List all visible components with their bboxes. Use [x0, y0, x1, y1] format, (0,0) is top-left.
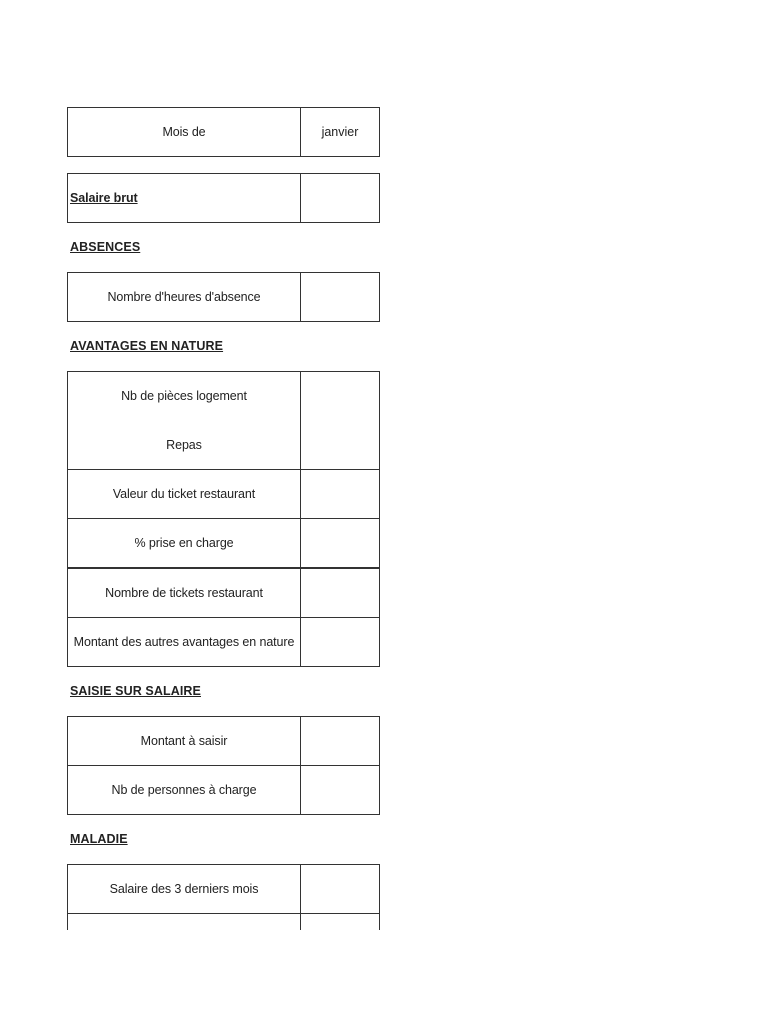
last-3-months-salary-label: Salaire des 3 derniers mois	[68, 865, 301, 913]
seizure-amount-value-cell[interactable]	[301, 717, 379, 765]
other-benefits-label: Montant des autres avantages en nature	[68, 618, 301, 666]
ticket-count-row	[67, 568, 380, 618]
absence-hours-value-cell[interactable]	[301, 273, 379, 321]
other-benefits-value-cell[interactable]	[301, 618, 379, 666]
month-value-cell[interactable]: janvier	[321, 125, 359, 139]
ticket-value-label: Valeur du ticket restaurant	[68, 470, 301, 518]
housing-rooms-row	[67, 371, 380, 421]
salary-seizure-heading: SAISIE SUR SALAIRE	[70, 684, 201, 698]
ticket-count-value-cell[interactable]	[301, 569, 379, 617]
gross-salary-value-cell[interactable]	[301, 174, 379, 222]
last-3-months-salary-row	[67, 864, 380, 914]
housing-rooms-label: Nb de pièces logement	[68, 372, 301, 420]
absence-hours-label: Nombre d'heures d'absence	[68, 273, 301, 321]
meals-value-cell[interactable]	[301, 420, 379, 469]
sickness-next-row	[67, 913, 380, 930]
coverage-percent-value-cell[interactable]	[301, 519, 379, 567]
housing-rooms-value-cell[interactable]	[301, 372, 379, 420]
coverage-percent-row	[67, 518, 380, 568]
dependents-row	[67, 765, 380, 815]
last-3-months-salary-value-cell[interactable]	[301, 865, 379, 913]
month-row	[67, 107, 380, 157]
gross-salary-label: Salaire brut	[68, 174, 301, 222]
dependents-value-cell[interactable]	[301, 766, 379, 814]
gross-salary-row	[67, 173, 380, 223]
coverage-percent-label: % prise en charge	[68, 519, 301, 567]
benefits-heading: AVANTAGES EN NATURE	[70, 339, 224, 353]
ticket-value-cell[interactable]	[301, 470, 379, 518]
sickness-next-value-cell[interactable]	[301, 914, 379, 930]
ticket-count-label: Nombre de tickets restaurant	[68, 569, 301, 617]
absences-heading: ABSENCES	[70, 240, 141, 254]
month-label: Mois de	[68, 108, 301, 156]
dependents-label: Nb de personnes à charge	[68, 766, 301, 814]
seizure-amount-row	[67, 716, 380, 766]
sickness-next-label	[68, 914, 301, 930]
meals-row	[67, 420, 380, 470]
ticket-value-row	[67, 469, 380, 519]
meals-label: Repas	[68, 420, 301, 469]
seizure-amount-label: Montant à saisir	[68, 717, 301, 765]
other-benefits-row	[67, 617, 380, 667]
sickness-heading: MALADIE	[70, 832, 128, 846]
absence-hours-row	[67, 272, 380, 322]
